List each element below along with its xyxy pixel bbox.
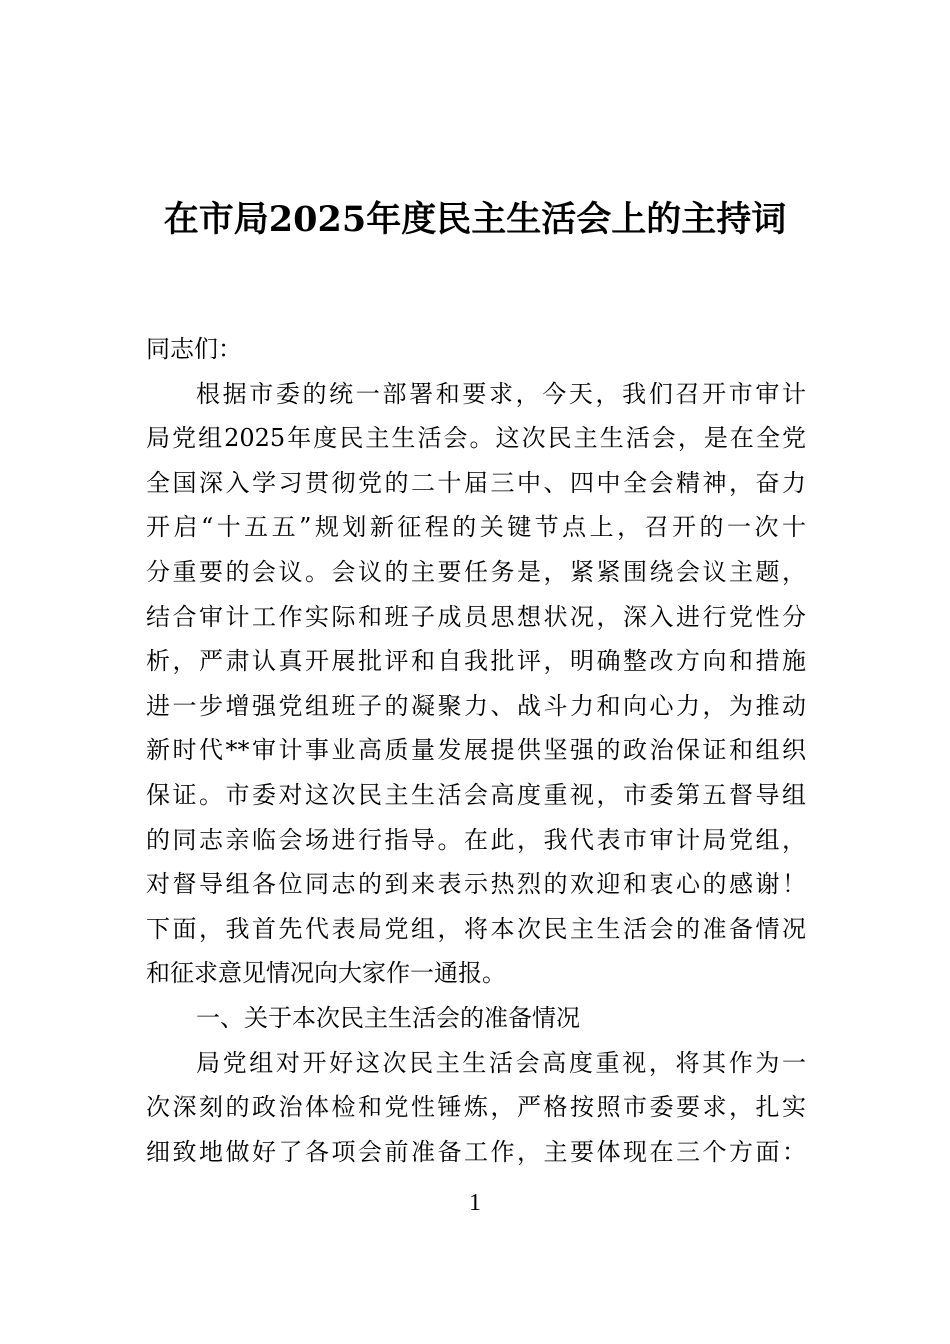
paragraph-1-line: 和征求意见情况向大家作一通报。 bbox=[146, 959, 506, 988]
paragraph-1-line: 保证。市委对这次民主生活会高度重视，市委第五督导组 bbox=[146, 780, 806, 809]
paragraph-1-line: 对督导组各位同志的到来表示热烈的欢迎和衷心的感谢！ bbox=[146, 870, 806, 899]
paragraph-1-line: 新时代**审计事业高质量发展提供坚强的政治保证和组织 bbox=[146, 736, 806, 765]
greeting: 同志们： bbox=[146, 335, 242, 363]
paragraph-1-line: 析，严肃认真开展批评和自我批评，明确整改方向和措施 bbox=[146, 647, 806, 676]
paragraph-1-line: 进一步增强党组班子的凝聚力、战斗力和向心力，为推动 bbox=[146, 691, 806, 720]
paragraph-2-line: 局党组对开好这次民主生活会高度重视，将其作为一 bbox=[196, 1048, 806, 1077]
paragraph-2-line: 次深刻的政治体检和党性锤炼，严格按照市委要求，扎实 bbox=[146, 1093, 806, 1122]
paragraph-1-line: 分重要的会议。会议的主要任务是，紧紧围绕会议主题， bbox=[146, 557, 806, 586]
paragraph-1-line: 开启“十五五”规划新征程的关键节点上，召开的一次十 bbox=[146, 513, 806, 542]
paragraph-1-line: 的同志亲临会场进行指导。在此，我代表市审计局党组， bbox=[146, 825, 806, 854]
paragraph-1-line: 结合审计工作实际和班子成员思想状况，深入进行党性分 bbox=[146, 602, 806, 631]
paragraph-1-line: 根据市委的统一部署和要求，今天，我们召开市审计 bbox=[196, 379, 806, 408]
section-1-heading: 一、关于本次民主生活会的准备情况 bbox=[196, 1003, 580, 1032]
paragraph-2-line: 细致地做好了各项会前准备工作，主要体现在三个方面： bbox=[146, 1137, 806, 1166]
paragraph-1-line: 下面，我首先代表局党组，将本次民主生活会的准备情况 bbox=[146, 914, 806, 943]
paragraph-1-line: 局党组2025年度民主生活会。这次民主生活会，是在全党 bbox=[146, 424, 806, 453]
page-number: 1 bbox=[469, 1190, 481, 1216]
paragraph-1-line: 全国深入学习贯彻党的二十届三中、四中全会精神，奋力 bbox=[146, 468, 806, 497]
document-title: 在市局2025年度民主生活会上的主持词 bbox=[163, 199, 787, 240]
document-body bbox=[146, 327, 806, 1174]
